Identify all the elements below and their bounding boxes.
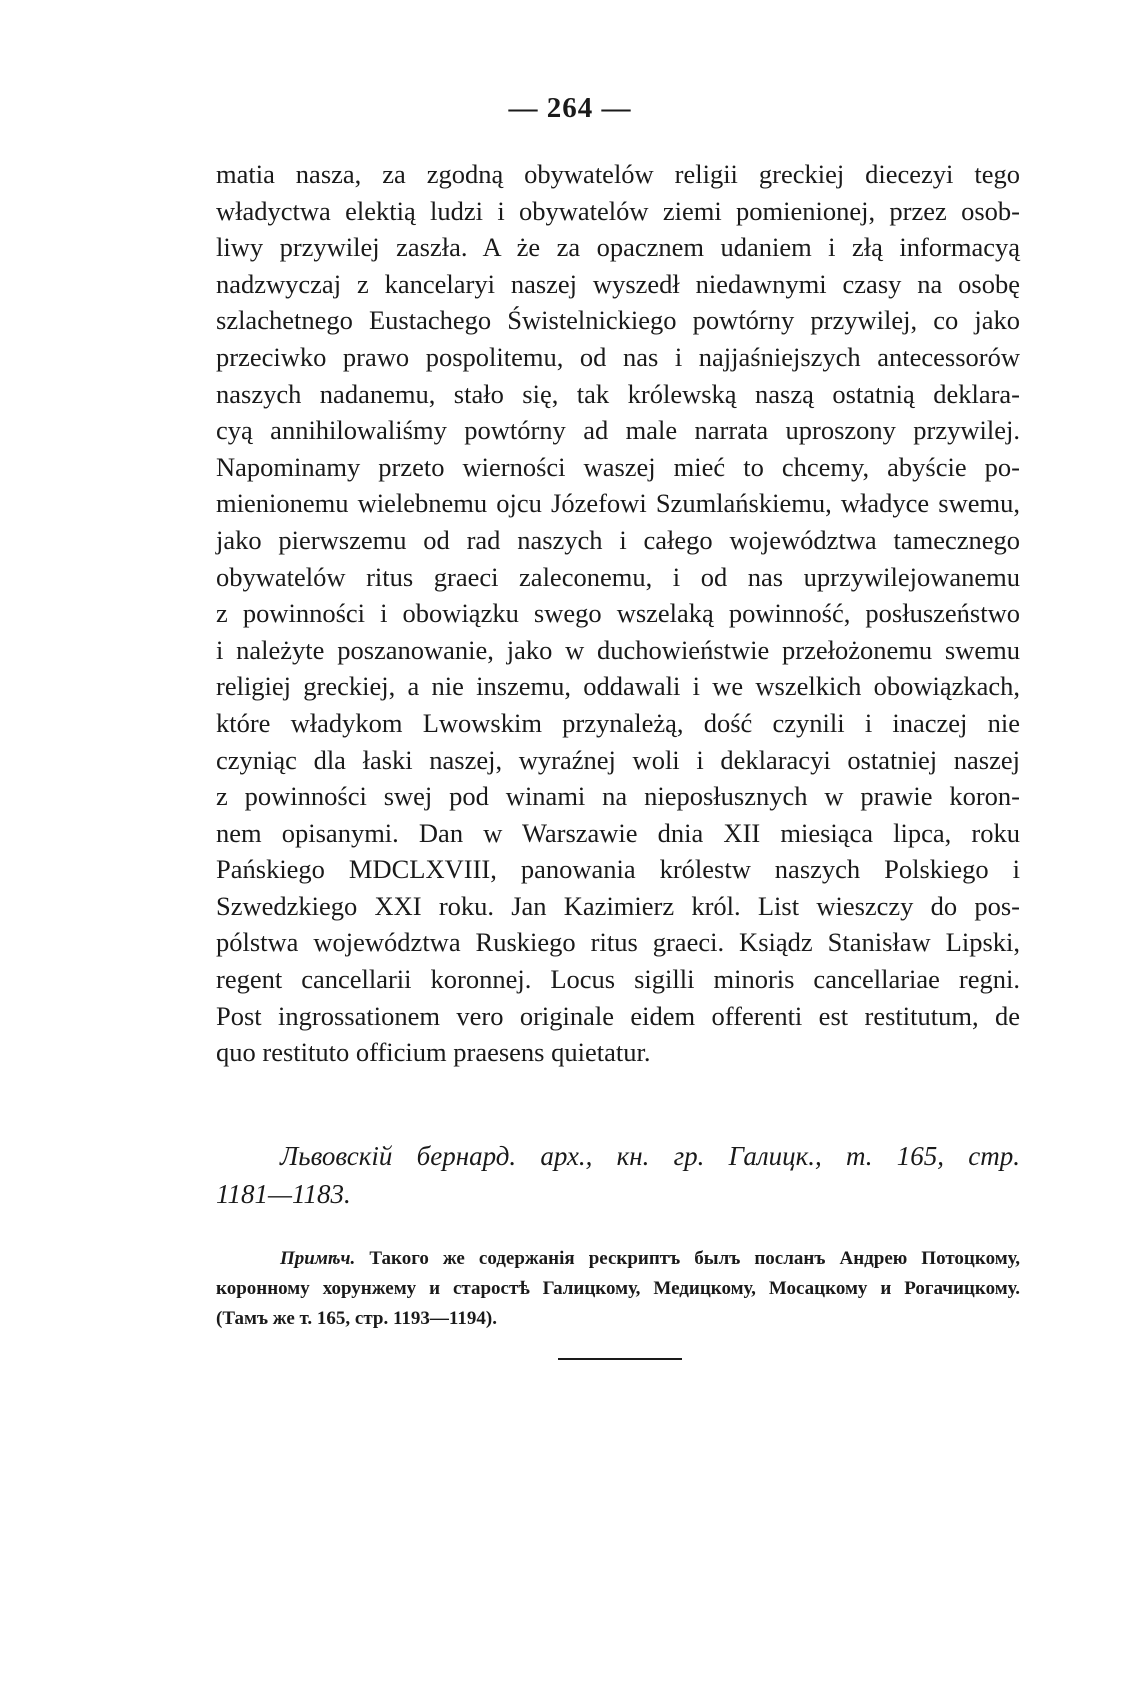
text-line: Post ingrossationem vero originale eidem offerenti est restitutum, de — [216, 1000, 1020, 1031]
text-line: quo restituto officium praesens quietatur. — [216, 1037, 651, 1068]
text-line: jako pierwszemu od rad naszych i całego województwa tamecznego — [216, 524, 1020, 555]
text-line: regent cancellarii koronnej. Locus sigilli minoris cancellariae regni. — [216, 964, 1020, 995]
text-line: Pańskiego MDCLXVIII, panowania królestw naszych Polskiego i — [216, 854, 1020, 885]
main-text-body — [216, 156, 1020, 1071]
footnote-label: Примѣч. — [280, 1248, 356, 1269]
text-line: Napominamy przeto wierności waszej mieć to chcemy, abyście po- — [216, 451, 1020, 482]
source-reference-line: Львовскій бернард. арх., кн. гр. Галицк., т. 165, стр. — [280, 1141, 1020, 1171]
text-line: z powinności swej pod winami na nieposłusznych w prawie koron- — [216, 781, 1020, 812]
source-reference — [216, 1137, 1020, 1213]
footnote-line: (Тамъ же т. 165, стр. 1193—1194). — [216, 1308, 497, 1329]
text-line: nadzwyczaj z kancelaryi naszej wyszedł niedawnymi czasy na osobę — [216, 268, 1020, 299]
text-line: mienionemu wielebnemu ojcu Józefowi Szumlańskiemu, władyce swemu, — [216, 488, 1020, 519]
text-line: matia nasza, za zgodną obywatelów religii greckiej diecezyi tego — [216, 159, 1020, 189]
text-line: władyctwa elektią ludzi i obywatelów ziemi pomienionej, przez osob- — [216, 195, 1020, 226]
source-reference-line: 1181—1183. — [216, 1179, 351, 1209]
text-line: przeciwko prawo pospolitemu, od nas i najjaśniejszych antecessorów — [216, 341, 1020, 372]
end-rule — [558, 1358, 682, 1360]
page-number: — 264 — — [508, 92, 632, 124]
footnote-line — [216, 1244, 1020, 1274]
text-line: z powinności i obowiązku swego wszelaką powinność, posłuszeństwo — [216, 598, 1020, 629]
text-line: pólstwa województwa Ruskiego ritus graeci. Ksiądz Stanisław Lipski, — [216, 927, 1020, 958]
footnote-line: коронному хорунжему и старостѣ Галицкому, Медицкому, Мосацкому и Рогачицкому. — [216, 1278, 1020, 1299]
text-line: liwy przywilej zaszła. A że za opacznem udaniem i złą informacyą — [216, 232, 1020, 263]
text-line: obywatelów ritus graeci zaleconemu, i od nas uprzywilejowanemu — [216, 561, 1020, 592]
text-line: nem opisanymi. Dan w Warszawie dnia XII miesiąca lipca, roku — [216, 817, 1020, 848]
text-line: Szwedzkiego XXI roku. Jan Kazimierz król. List wieszczy do pos- — [216, 890, 1020, 921]
text-line: cyą annihilowaliśmy powtórny ad male narrata uproszony przywilej. — [216, 415, 1020, 446]
text-line: naszych nadanemu, stało się, tak królewską naszą ostatnią deklara- — [216, 378, 1020, 409]
text-line: szlachetnego Eustachego Świstelnickiego powtórny przywilej, co jako — [216, 305, 1020, 336]
text-line: i należyte poszanowanie, jako w duchowieństwie przełożonemu swemu — [216, 634, 1020, 665]
text-line: religiej greckiej, a nie inszemu, oddawali i we wszelkich obowiązkach, — [216, 671, 1020, 702]
footnote — [216, 1244, 1020, 1334]
text-line: czyniąc dla łaski naszej, wyraźnej woli i deklaracyi ostatniej naszej — [216, 744, 1020, 775]
footnote-text: Такого же содержанія рескриптъ былъ посланъ Андрею Потоцкому, — [369, 1248, 1020, 1269]
text-line: które władykom Lwowskim przynależą, dość czynili i inaczej nie — [216, 707, 1020, 738]
